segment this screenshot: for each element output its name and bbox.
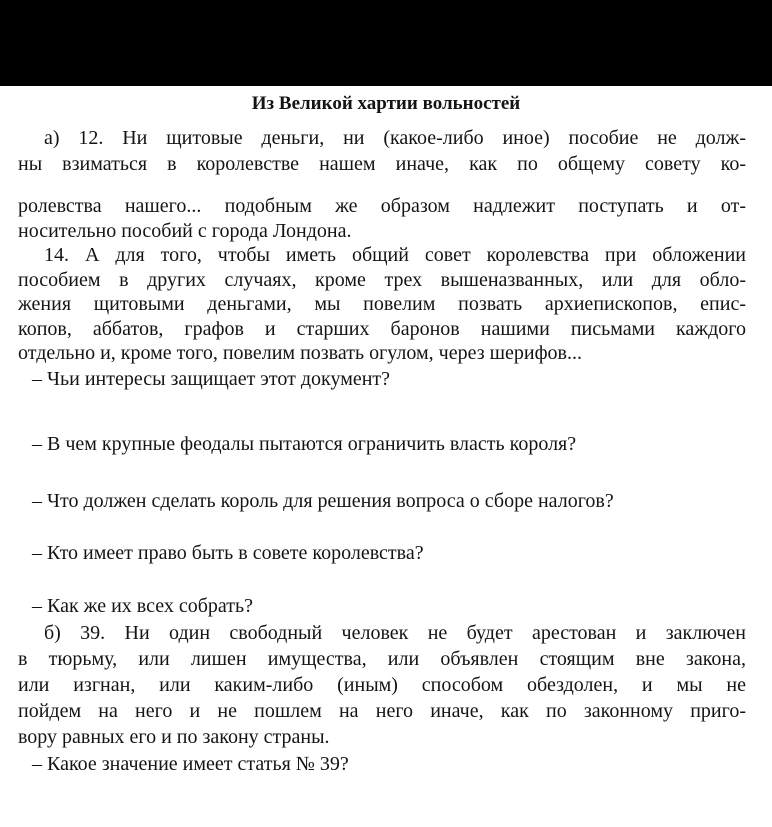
text-line: пособием в других случаях, кроме трех вышеназванных, или для обло- <box>18 269 746 291</box>
text-line: носительно пособий с города Лондона. <box>18 220 352 242</box>
question-line: – Какое значение имеет статья № 39? <box>32 753 349 775</box>
question-line: – Чьи интересы защищает этот документ? <box>32 368 391 390</box>
text-line: б) 39. Ни один свободный человек не будет арестован и заключен <box>44 622 746 644</box>
text-line: 14. А для того, чтобы иметь общий совет королевства при обложении <box>44 244 746 266</box>
document-page <box>0 86 772 827</box>
text-line: пойдем на него и не пошлем на него иначе, как по законному приго- <box>18 700 746 722</box>
question-line: – Как же их всех собрать? <box>32 595 254 617</box>
text-line: или изгнан, или каким-либо (иным) способом обездолен, и мы не <box>18 674 746 696</box>
text-line: копов, аббатов, графов и старших баронов нашими письмами каждого <box>18 318 746 340</box>
question-line: – Кто имеет право быть в совете королевства? <box>32 542 424 564</box>
text-line: ны взиматься в королевстве нашем иначе, как по общему совету ко- <box>18 153 746 175</box>
top-black-band <box>0 0 772 86</box>
question-line: – Что должен сделать король для решения вопроса о сборе налогов? <box>32 490 614 512</box>
text-line: в тюрьму, или лишен имущества, или объявлен стоящим вне закона, <box>18 648 746 670</box>
text-line: а) 12. Ни щитовые деньги, ни (какое-либо иное) пособие не долж- <box>44 127 746 149</box>
text-line: жения щитовыми деньгами, мы повелим позвать архиепископов, епис- <box>18 293 746 315</box>
text-line: отдельно и, кроме того, повелим позвать огулом, через шерифов... <box>18 342 582 364</box>
document-title: Из Великой хартии вольностей <box>251 93 521 114</box>
text-line: вору равных его и по закону страны. <box>18 726 330 748</box>
text-line: ролевства нашего... подобным же образом надлежит поступать и от- <box>18 195 746 217</box>
question-line: – В чем крупные феодалы пытаются ограничить власть короля? <box>32 433 577 455</box>
